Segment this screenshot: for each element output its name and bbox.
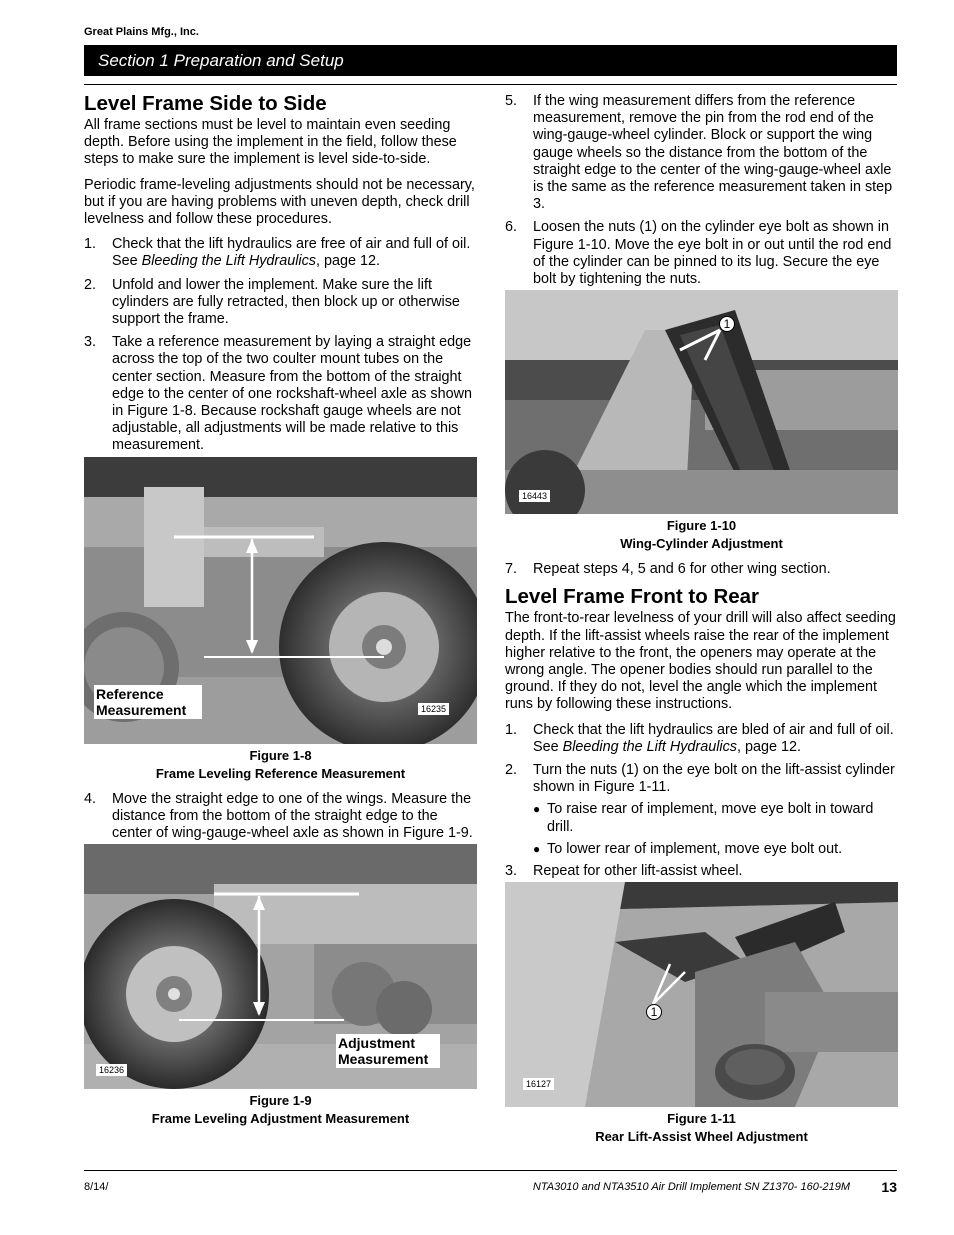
header-rule [84,84,897,85]
step-text: Check that the lift hydraulics are free of air and full of oil. See Bleeding the Lift Hydraulics, page 12. [112,236,471,270]
heading-front-to-rear: Level Frame Front to Rear [505,585,760,609]
bullet-icon: ● [533,841,541,856]
heading-side-to-side: Level Frame Side to Side [84,92,327,115]
step-text: If the wing measurement differs from the reference measurement, remove the pin from the rod end of the wing-gauge-wheel cylinder. Block or support the wing gauge wheels so the distance from the bottom of the straight edge to the center of the wing-gauge-wheel axle is the same as the reference measurement taken in step 3. [533,93,893,213]
step-text: Move the straight edge to one of the wings. Measure the distance from the bottom of the straight edge to the center of wing-gauge-wheel axle as shown in Figure 1-9. [112,790,473,842]
right-column [505,93,898,1154]
step-number: 1. [84,236,97,253]
intro-paragraph-1: All frame sections must be level to maintain even seeding depth. Before using the implement in the field, follow these steps to make sure the implement is level side-to-side. [84,117,457,168]
figure-1-11-caption: Figure 1-11 Rear Lift-Assist Wheel Adjustment [595,1111,808,1145]
bullet-raise [533,801,898,835]
intro-paragraph-2: Periodic frame-leveling adjustments should not be necessary, but if you are having problems with uneven depth, check drill levelness and follow these procedures. [84,176,475,228]
step-4 [84,791,477,843]
bullet-text: To lower rear of implement, move eye bolt out. [547,840,843,857]
figure-1-11-photo [505,882,898,1107]
figure-1-8-photo [84,457,477,744]
figure-1-9-caption: Figure 1-9 Frame Leveling Adjustment Measurement [151,1093,410,1127]
step-number: 6. [505,219,518,236]
step-3 [84,334,477,454]
photo-id: 16443 [519,490,550,502]
step-number: 3. [505,863,518,880]
figure-1-10-caption: Figure 1-10 Wing-Cylinder Adjustment [620,518,783,552]
step-number: 4. [84,790,97,807]
step-number: 2. [84,276,97,293]
wing-cylinder-photo [505,290,898,514]
rear-step-1 [505,722,898,756]
step-text: Take a reference measurement by laying a straight edge across the top of the two coulter mount tubes on the center section. Measure from the bottom of the straight edge to the center of one rockshaft-wheel axle as shown in Figure 1-8. Because rockshaft gauge wheels are not adjustable, all adjustments will be made relative to this measurement. [112,334,472,454]
footer-rule [84,1170,897,1171]
step-7 [505,561,898,578]
figure-1-9-photo [84,844,477,1089]
left-column [84,93,477,1136]
step-number: 3. [84,334,97,351]
step-text: Loosen the nuts (1) on the cylinder eye bolt as shown in Figure 1-10. Move the eye bolt in or out until the rod end of the cylinder can be pinned to its lug. Secure the eye bolt by tightening the nuts. [533,219,892,288]
lift-assist-photo [505,882,898,1107]
step-text: Repeat steps 4, 5 and 6 for other wing section. [533,561,831,578]
step-number: 7. [505,561,518,578]
step-2 [84,277,477,329]
page-number: 13 [881,1179,897,1195]
step-number: 5. [505,93,518,109]
bullet-lower [533,841,898,858]
callout-1: 1 [646,1004,662,1020]
front-to-rear-intro: The front-to-rear levelness of your drill will also affect seeding depth. If the lift-assist wheels raise the rear of the implement higher relative to the front, the openers may operate at the wrong angle. The opener bodies should run parallel to the ground. If they do not, level the angle which the implement runs by following these instructions. [505,610,896,713]
cross-reference: Bleeding the Lift Hydraulics [141,253,316,270]
step-number: 1. [505,721,518,738]
photo-id: 16127 [523,1078,554,1090]
photo-id: 16236 [96,1064,127,1076]
section-header: Section 1 Preparation and Setup [84,45,897,76]
step-text: Turn the nuts (1) on the eye bolt on the lift-assist cylinder shown in Figure 1-11. [533,762,895,796]
reference-measurement-label: Reference Measurement [94,685,202,719]
step-text: Check that the lift hydraulics are bled of air and full of oil. See Bleeding the Lift Hydraulics, page 12. [533,721,894,755]
bullet-icon: ● [533,802,541,817]
step-6 [505,219,898,288]
step-1 [84,236,477,270]
cross-reference: Bleeding the Lift Hydraulics [562,738,737,755]
step-text: Repeat for other lift-assist wheel. [533,863,743,880]
photo-id: 16235 [418,703,449,715]
step-text: Unfold and lower the implement. Make sure the lift cylinders are fully retracted, then block up or otherwise support the frame. [112,276,460,328]
bullet-text: To raise rear of implement, move eye bolt in toward drill. [547,801,874,835]
figure-1-8-caption: Figure 1-8 Frame Leveling Reference Measurement [155,747,406,781]
figure-1-10-photo [505,290,898,514]
step-number: 2. [505,762,518,779]
step-5 [505,93,898,213]
rear-step-3 [505,863,898,880]
company-name: Great Plains Mfg., Inc. [84,26,199,38]
rear-step-2 [505,762,898,796]
footer-date: 8/14/ [84,1181,109,1193]
callout-1: 1 [719,316,735,332]
footer-document-title: NTA3010 and NTA3510 Air Drill Implement SN Z1370- 160-219M [532,1181,850,1193]
adjustment-measurement-label: Adjustment Measurement [336,1034,440,1068]
